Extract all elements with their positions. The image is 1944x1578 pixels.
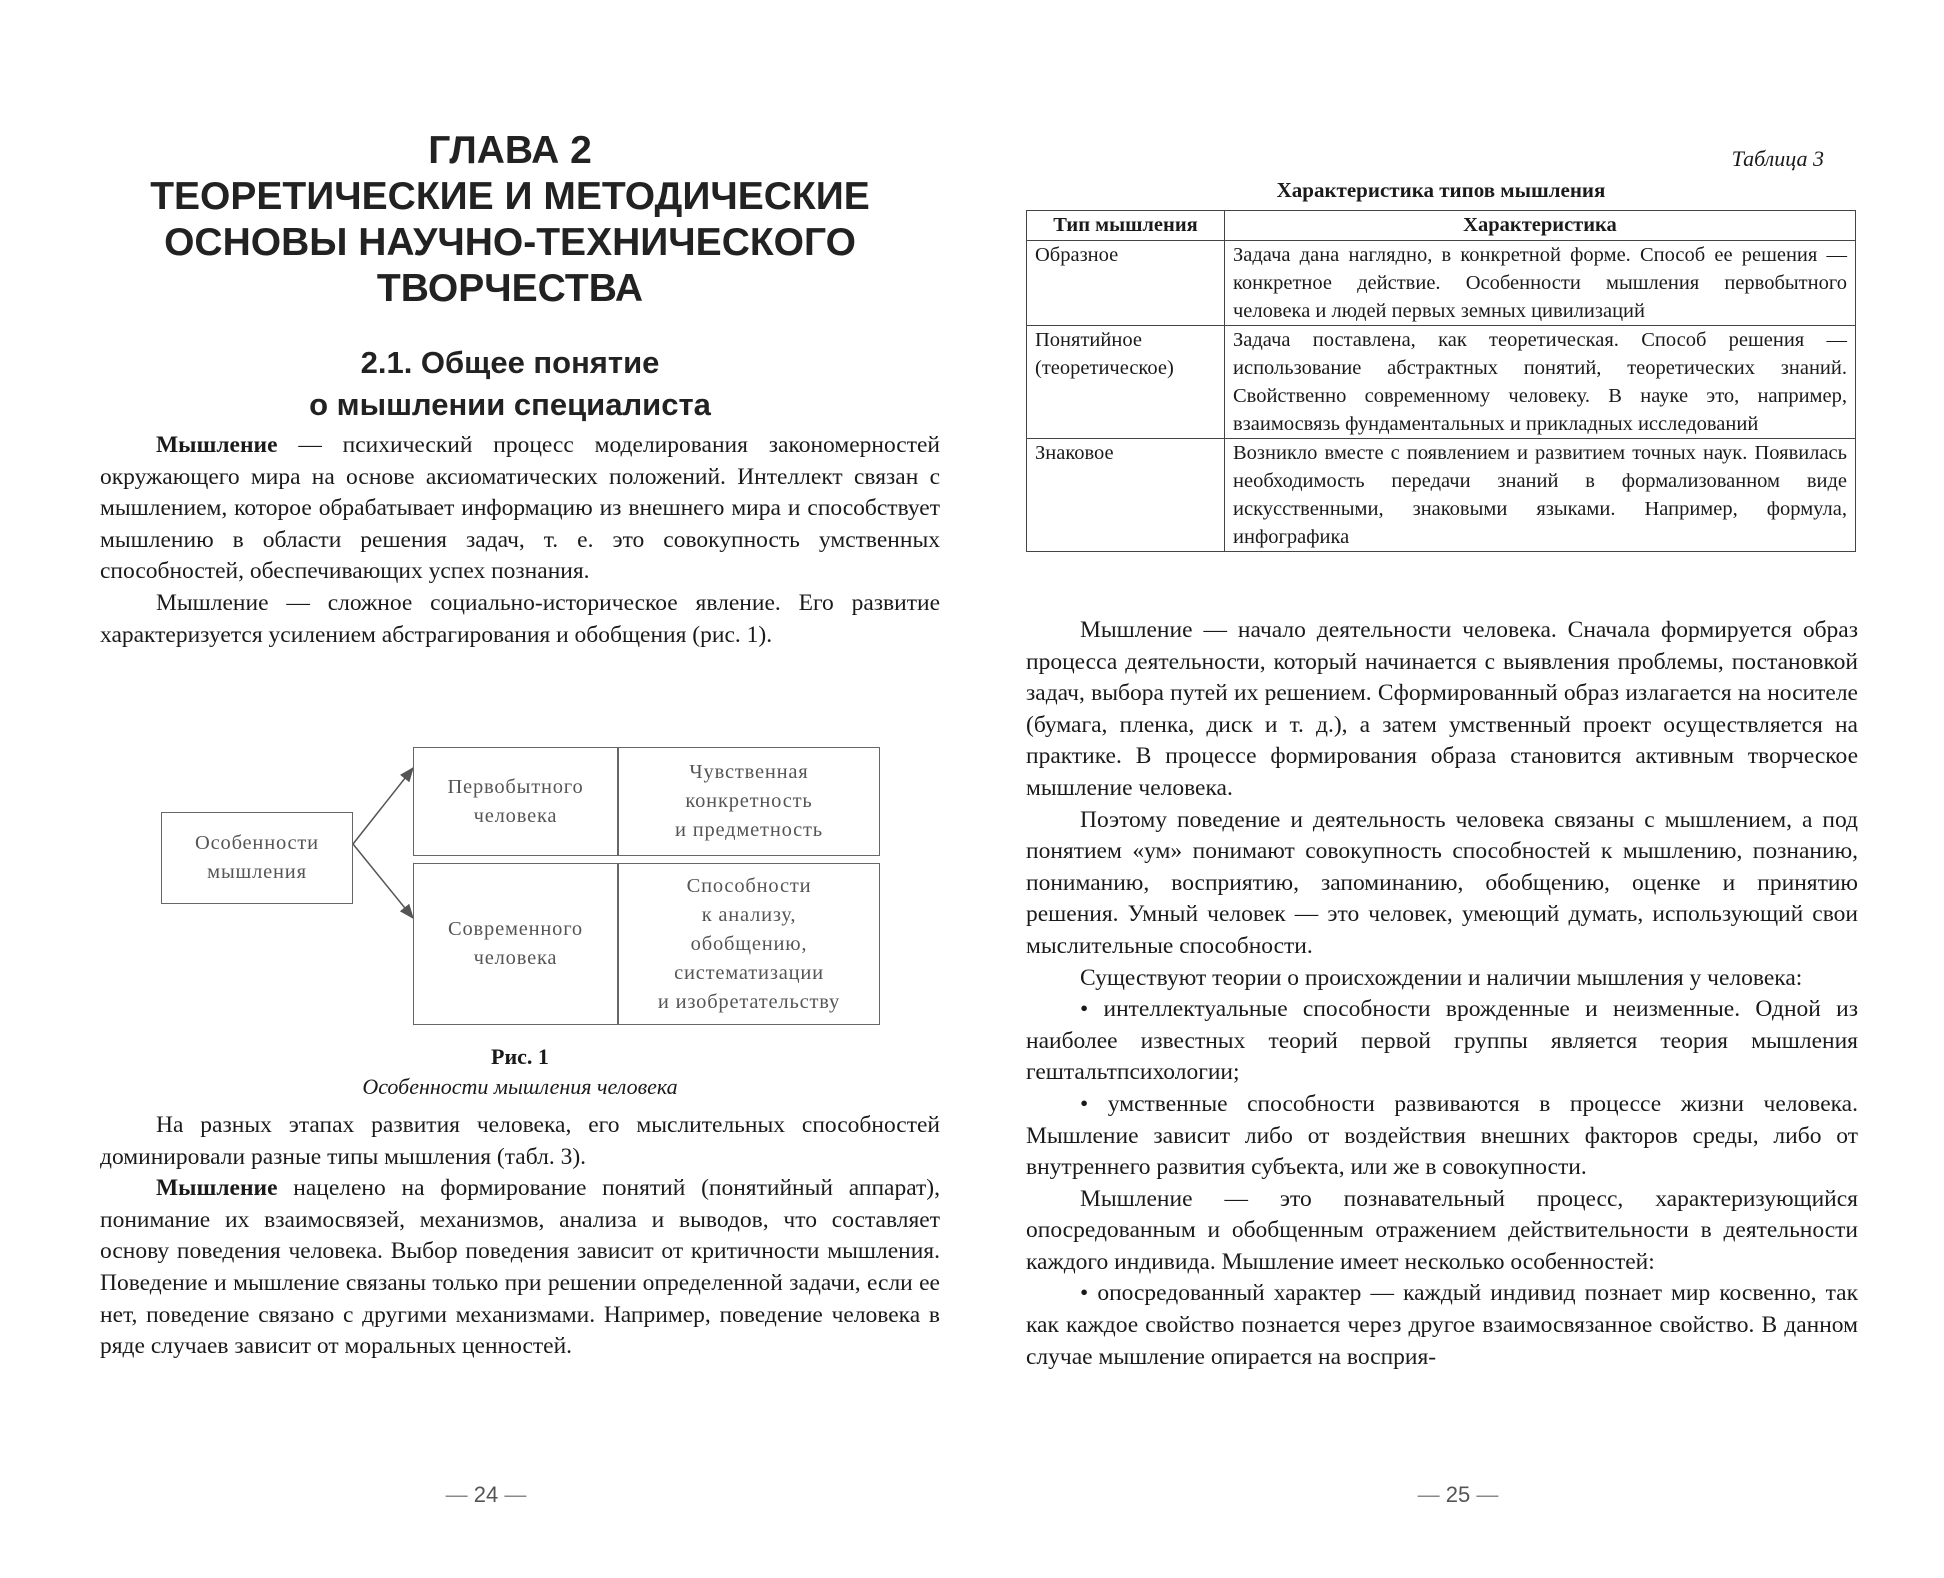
section-line: о мышлении специалиста xyxy=(309,387,711,422)
paragraph-definition xyxy=(100,430,940,588)
table-title: Характеристика типов мышления xyxy=(1276,178,1606,202)
figure-text: Особенности xyxy=(195,832,319,854)
bullet-item: • умственные способности развиваются в процессе жизни человека. Мышление зависит либо от воздействия внешних факторов среды, либо от внутреннего развития субъекта, или же в совокупности. xyxy=(1026,1090,1858,1181)
chapter-line: ТВОРЧЕСТВА xyxy=(376,267,644,310)
paragraph-text: Существуют теории о происхождении и наличии мышления у человека: xyxy=(1080,964,1803,991)
term-bold: Мышление xyxy=(156,432,278,458)
page-number-left: — 24 — xyxy=(445,1482,527,1507)
figure-text: человека xyxy=(473,947,558,969)
paragraph-text: Мышление — это познавательный процесс, характеризующийся опосредованным и обобщенным отражением действительности в деятельности каждого индивида. Мышление имеет несколько особенностей: xyxy=(1026,1185,1858,1275)
chapter-title xyxy=(100,128,920,312)
figure-text: человека xyxy=(473,804,558,827)
figure-box-concrete xyxy=(618,747,880,856)
figure-text: обобщению, xyxy=(690,932,808,955)
table-cell-type: Знаковое xyxy=(1027,439,1225,552)
table-label: Таблица 3 xyxy=(1731,146,1824,171)
table-cell-type: Образное xyxy=(1027,241,1225,326)
paragraph-definition xyxy=(100,1173,940,1363)
figure-caption xyxy=(100,1042,940,1102)
figure-text: к анализу, xyxy=(701,903,797,926)
figure-root-box xyxy=(161,812,353,904)
paragraph-text: Поэтому поведение и деятельность человека связаны с мышлением, а под понятием «ум» понимают совокупность способностей к мышлению, познанию, пониманию, восприятию, запоминанию, обобщению, оценке и принятию решения. Умный человек — это человек, умеющий думать, использующий свои мыслительные способности. xyxy=(1026,806,1858,959)
right-text-block xyxy=(1026,615,1858,1373)
table-header-row xyxy=(1027,211,1856,241)
bullet-item: • опосредованный характер — каждый индивид познает мир косвенно, так как каждое свойство познается через другое взаимосвязанное свойство. В данном случае мышление опирается на восприя- xyxy=(1026,1280,1858,1370)
paragraph-text: Мышление — сложное социально-историческое явление. Его развитие характеризуется усилением абстрагирования и обобщения (рис. 1). xyxy=(100,589,940,648)
figure-text: систематизации xyxy=(674,961,824,984)
table-row xyxy=(1027,326,1856,439)
table-cell-desc: Задача поставлена, как теоретическая. Способ решения — использование абстрактных понятий, теоретических знаний. Свойственно современному человеку. В науке это, например, взаимосвязь фундаментальных и прикладных исследований xyxy=(1225,326,1856,439)
left-text-block-1 xyxy=(100,430,940,651)
paragraph-text: нацелено на формирование понятий (понятийный аппарат), понимание их взаимосвязей, механизмов, анализа и выводов, что составляет основу поведения человека. Выбор поведения зависит от критичности мышления. Поведение и мышление связаны только при решении определенной задачи, если ее нет, поведение связано с другими механизмами. Например, поведение человека в ряде случаев зависит от моральных ценностей. xyxy=(100,1175,940,1360)
figure-text: и изобретательству xyxy=(657,990,841,1013)
figure-text: мышления xyxy=(207,861,307,883)
section-line: 2.1. Общее понятие xyxy=(360,345,660,380)
page-number-right: — 25 — xyxy=(1417,1482,1499,1507)
figure-box-primitive xyxy=(413,747,618,856)
figure-text: Первобытного xyxy=(447,775,584,798)
chapter-line: ОСНОВЫ НАУЧНО-ТЕХНИЧЕСКОГО xyxy=(164,221,856,264)
table-header: Тип мышления xyxy=(1027,211,1225,241)
figure-caption-title: Рис. 1 xyxy=(491,1044,549,1069)
page-number: 24 xyxy=(473,1482,499,1507)
arrow-down xyxy=(353,844,413,918)
thinking-types-table xyxy=(1026,210,1856,552)
figure-text: конкретность xyxy=(685,790,813,812)
table-row xyxy=(1027,439,1856,552)
right-page xyxy=(972,0,1944,1578)
paragraph-text: — психический процесс моделирования закономерностей окружающего мира на основе аксиоматических положений. Интеллект связан с мышлением, которое обрабатывает информацию из внешнего мира и способствует мышлению в области решения задач, т. е. это совокупность умственных способностей, обеспечивающих успех познания. xyxy=(100,432,940,585)
figure-text: и предметность xyxy=(675,819,823,841)
chapter-line: ГЛАВА 2 xyxy=(428,129,592,172)
left-text-block-2 xyxy=(100,1110,940,1363)
figure-text: Современного xyxy=(448,918,583,940)
table-header: Характеристика xyxy=(1225,211,1856,241)
table-cell-type: Понятийное (теоретическое) xyxy=(1027,326,1225,439)
table-row xyxy=(1027,241,1856,326)
bullet-item: • интеллектуальные способности врожденные и неизменные. Одной из наиболее известных теорий первой группы является теория мышления гештальтпсихологии; xyxy=(1026,996,1858,1086)
figure-box-abilities xyxy=(618,863,880,1025)
paragraph-text: Мышление — начало деятельности человека. Сначала формируется образ процесса деятельности, который начинается с выявления проблемы, постановкой задач, выбора путей их решением. Сформированный образ излагается на носителе (бумага, пленка, диск и т. д.), а затем умственный проект осуществляется на практике. В процессе формирования образа становится активным творческое мышление человека. xyxy=(1026,617,1858,801)
term-bold: Мышление xyxy=(156,1175,278,1202)
table-cell-desc: Возникло вместе с появлением и развитием точных наук. Появилась необходимость передачи знаний в формализованном виде искусственными, знаковыми языками. Например, формула, инфографика xyxy=(1225,439,1856,552)
arrow-up xyxy=(353,768,413,844)
table-cell-desc: Задача дана наглядно, в конкретной форме. Способ ее решения — конкретное действие. Особенности мышления первобытного человека и людей первых земных цивилизаций xyxy=(1225,241,1856,326)
page-number: 25 xyxy=(1445,1482,1471,1507)
paragraph-text: На разных этапах развития человека, его мыслительных способностей доминировали разные типы мышления (табл. 3). xyxy=(100,1112,940,1170)
chapter-line: ТЕОРЕТИЧЕСКИЕ И МЕТОДИЧЕСКИЕ xyxy=(150,175,870,218)
figure-box-modern xyxy=(413,863,618,1025)
figure-caption-subtitle: Особенности мышления человека xyxy=(362,1074,678,1099)
figure-text: Способности xyxy=(686,874,812,897)
figure-text: Чувственная xyxy=(689,761,809,783)
section-title xyxy=(100,342,920,426)
